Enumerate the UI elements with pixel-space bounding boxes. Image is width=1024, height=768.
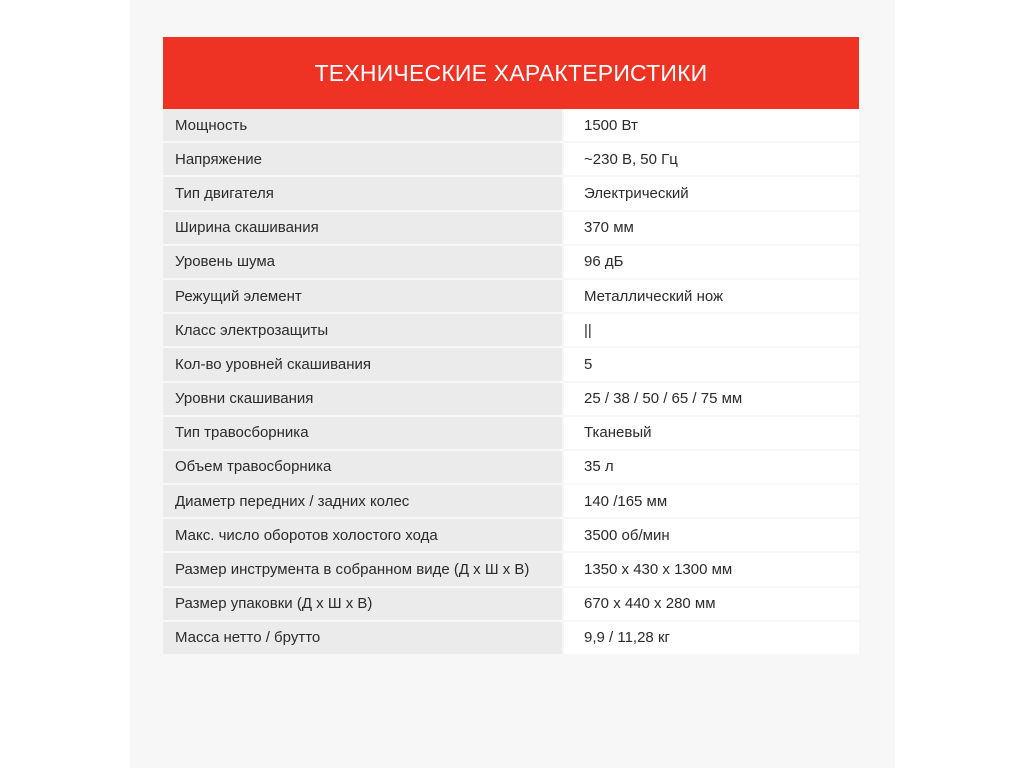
- spec-row: [163, 246, 859, 280]
- spec-value: Тканевый: [564, 417, 859, 449]
- spec-row: [163, 348, 859, 382]
- spec-label: Напряжение: [163, 143, 562, 175]
- spec-row: [163, 314, 859, 348]
- spec-label: Объем травосборника: [163, 451, 562, 483]
- spec-value: 3500 об/мин: [564, 519, 859, 551]
- spec-row: [163, 212, 859, 246]
- spec-value: 670 х 440 х 280 мм: [564, 588, 859, 620]
- spec-label: Диаметр передних / задних колес: [163, 485, 562, 517]
- spec-value: 35 л: [564, 451, 859, 483]
- spec-row: [163, 451, 859, 485]
- spec-value: 140 /165 мм: [564, 485, 859, 517]
- specifications-title: ТЕХНИЧЕСКИЕ ХАРАКТЕРИСТИКИ: [314, 59, 708, 86]
- spec-row: [163, 109, 859, 143]
- spec-value: 25 / 38 / 50 / 65 / 75 мм: [564, 383, 859, 415]
- spec-label: Класс электрозащиты: [163, 314, 562, 346]
- spec-label: Кол-во уровней скашивания: [163, 348, 562, 380]
- specifications-table: [163, 109, 859, 656]
- spec-label: Уровень шума: [163, 246, 562, 278]
- spec-row: [163, 177, 859, 211]
- spec-row: [163, 553, 859, 587]
- spec-row: [163, 417, 859, 451]
- spec-label: Тип двигателя: [163, 177, 562, 209]
- spec-label: Масса нетто / брутто: [163, 622, 562, 654]
- spec-value: ||: [564, 314, 859, 346]
- spec-value: 9,9 / 11,28 кг: [564, 622, 859, 654]
- spec-value: ~230 В, 50 Гц: [564, 143, 859, 175]
- spec-label: Размер упаковки (Д х Ш х В): [163, 588, 562, 620]
- spec-value: 5: [564, 348, 859, 380]
- spec-row: [163, 485, 859, 519]
- spec-label: Размер инструмента в собранном виде (Д х Ш х В): [163, 553, 562, 585]
- spec-label: Уровни скашивания: [163, 383, 562, 415]
- spec-value: Электрический: [564, 177, 859, 209]
- specifications-header: [163, 37, 859, 109]
- spec-row: [163, 280, 859, 314]
- spec-value: 1500 Вт: [564, 109, 859, 141]
- spec-value: Металлический нож: [564, 280, 859, 312]
- spec-label: Тип травосборника: [163, 417, 562, 449]
- spec-label: Ширина скашивания: [163, 212, 562, 244]
- spec-value: 96 дБ: [564, 246, 859, 278]
- spec-row: [163, 383, 859, 417]
- spec-row: [163, 622, 859, 656]
- spec-value: 370 мм: [564, 212, 859, 244]
- spec-row: [163, 143, 859, 177]
- specifications-card: [163, 37, 859, 656]
- spec-value: 1350 х 430 х 1300 мм: [564, 553, 859, 585]
- spec-label: Режущий элемент: [163, 280, 562, 312]
- spec-row: [163, 588, 859, 622]
- spec-row: [163, 519, 859, 553]
- spec-label: Мощность: [163, 109, 562, 141]
- spec-label: Макс. число оборотов холостого хода: [163, 519, 562, 551]
